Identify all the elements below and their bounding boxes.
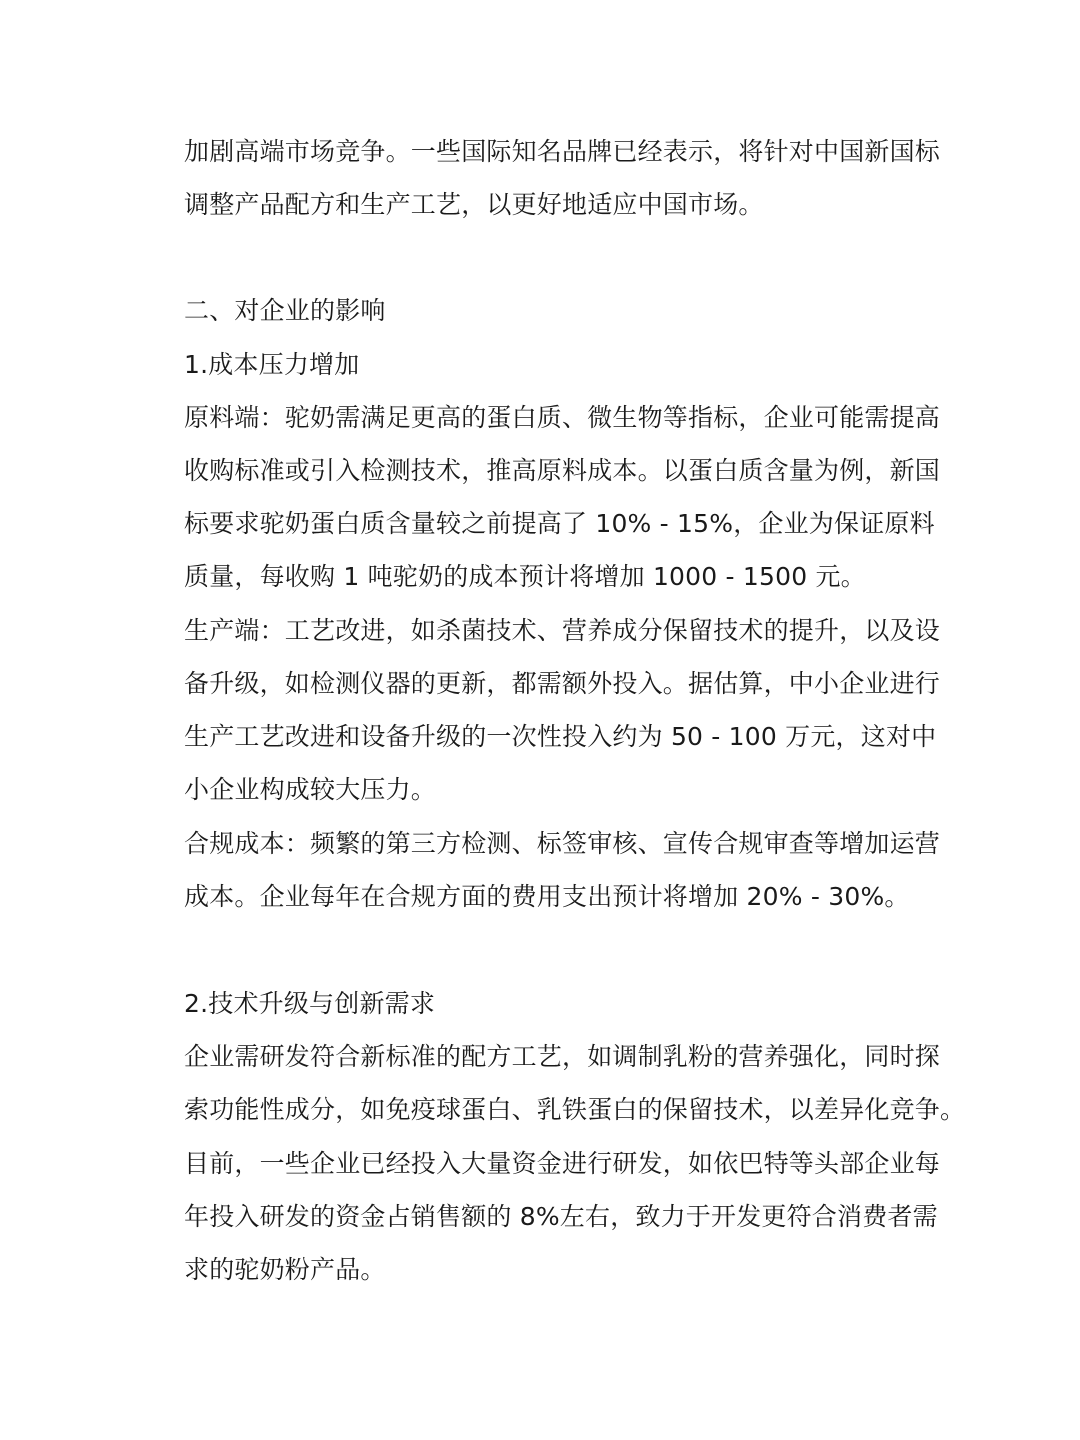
- production-line: 小企业构成较大压力。: [184, 775, 437, 804]
- tech-line: 索功能性成分，如免疫球蛋白、乳铁蛋白的保留技术，以差异化竞争。: [184, 1095, 966, 1124]
- intro-line: 调整产品配方和生产工艺，以更好地适应中国市场。: [184, 190, 764, 219]
- tech-line: 求的驼奶粉产品。: [184, 1255, 386, 1284]
- raw-material-line: 质量，每收购 1 吨驼奶的成本预计将增加 1000 - 1500 元。: [184, 562, 866, 591]
- raw-material-line: 标要求驼奶蛋白质含量较之前提高了 10% - 15%，企业为保证原料: [184, 509, 935, 538]
- intro-line: 加剧高端市场竞争。一些国际知名品牌已经表示，将针对中国新国标: [184, 137, 941, 166]
- subsection-title-cost: 1.成本压力增加: [184, 350, 360, 379]
- compliance-line: 成本。企业每年在合规方面的费用支出预计将增加 20% - 30%。: [184, 882, 910, 911]
- tech-line: 年投入研发的资金占销售额的 8%左右，致力于开发更符合消费者需: [184, 1202, 938, 1231]
- raw-material-line: 原料端：驼奶需满足更高的蛋白质、微生物等指标，企业可能需提高: [184, 403, 941, 432]
- subsection-title-tech: 2.技术升级与创新需求: [184, 989, 436, 1018]
- section-heading: 二、对企业的影响: [184, 296, 386, 325]
- production-line: 生产端：工艺改进，如杀菌技术、营养成分保留技术的提升，以及设: [184, 616, 941, 645]
- tech-line: 企业需研发符合新标准的配方工艺，如调制乳粉的营养强化，同时探: [184, 1042, 941, 1071]
- compliance-line: 合规成本：频繁的第三方检测、标签审核、宣传合规审查等增加运营: [184, 829, 941, 858]
- production-line: 备升级，如检测仪器的更新，都需额外投入。据估算，中小企业进行: [184, 669, 941, 698]
- tech-line: 目前，一些企业已经投入大量资金进行研发，如依巴特等头部企业每: [184, 1149, 941, 1178]
- raw-material-line: 收购标准或引入检测技术，推高原料成本。以蛋白质含量为例，新国: [184, 456, 941, 485]
- production-line: 生产工艺改进和设备升级的一次性投入约为 50 - 100 万元，这对中: [184, 722, 937, 751]
